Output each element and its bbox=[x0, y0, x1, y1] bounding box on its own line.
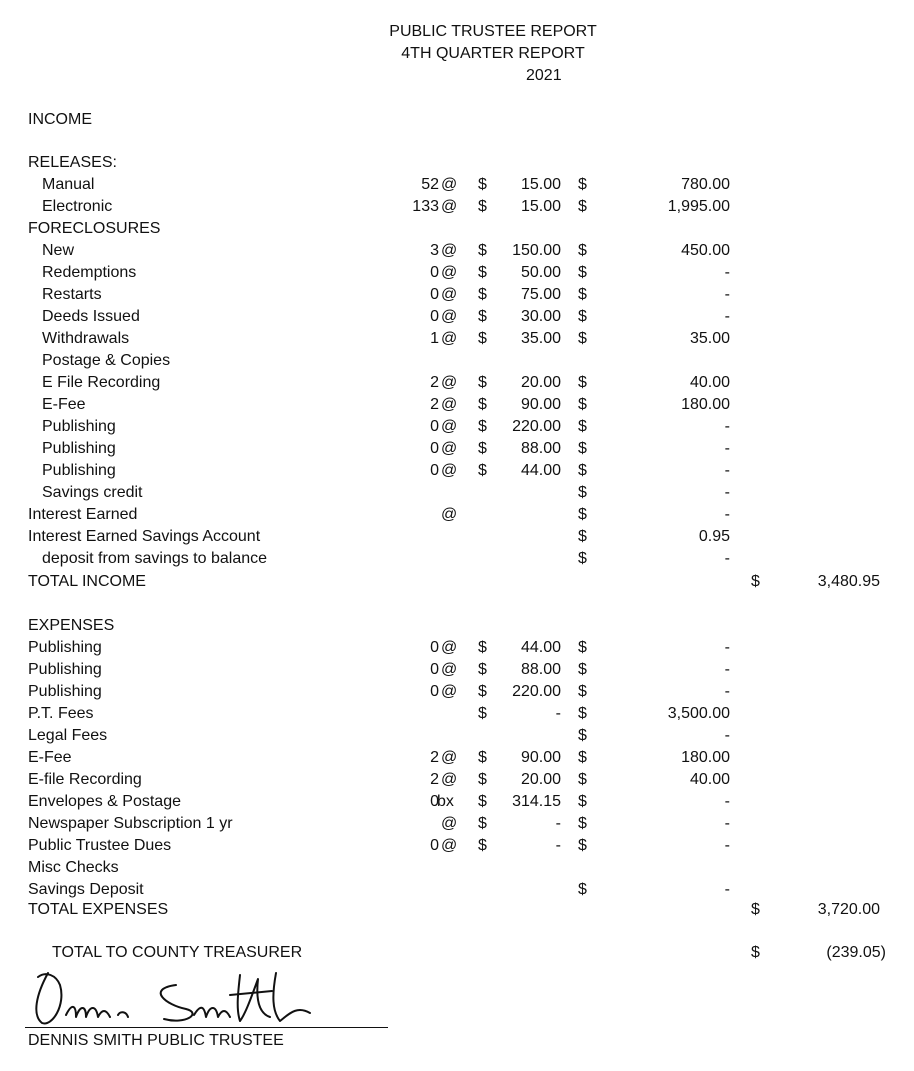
rate-currency: $ bbox=[478, 639, 487, 656]
amount-currency: $ bbox=[578, 418, 587, 435]
amount-currency: $ bbox=[578, 705, 587, 722]
income-row bbox=[0, 307, 914, 327]
rate-currency: $ bbox=[478, 374, 487, 391]
amount: - bbox=[724, 462, 730, 479]
amount-currency: $ bbox=[578, 683, 587, 700]
expense-row bbox=[0, 748, 914, 768]
amount: - bbox=[724, 550, 730, 567]
at-sign: @ bbox=[441, 418, 458, 435]
signer-title: DENNIS SMITH PUBLIC TRUSTEE bbox=[28, 1032, 284, 1049]
amount-currency: $ bbox=[578, 396, 587, 413]
rate: - bbox=[555, 837, 561, 854]
expense-row bbox=[0, 704, 914, 724]
amount: - bbox=[724, 793, 730, 810]
amount: - bbox=[724, 815, 730, 832]
row-label: Publishing bbox=[28, 639, 102, 656]
at-sign: @ bbox=[441, 683, 458, 700]
quantity: 0 bbox=[430, 418, 439, 435]
report-year: 2021 bbox=[526, 67, 562, 84]
quantity: 0 bbox=[430, 264, 439, 281]
rate-currency: $ bbox=[478, 837, 487, 854]
amount: - bbox=[724, 506, 730, 523]
income-row bbox=[0, 483, 914, 503]
amount-currency: $ bbox=[578, 462, 587, 479]
at-sign: @ bbox=[441, 286, 458, 303]
amount: - bbox=[724, 418, 730, 435]
total-expenses-value: 3,720.00 bbox=[817, 901, 880, 918]
amount: 180.00 bbox=[681, 396, 730, 413]
row-label: Manual bbox=[42, 176, 95, 193]
rate: 44.00 bbox=[520, 462, 561, 479]
row-label: Misc Checks bbox=[28, 859, 119, 876]
amount-currency: $ bbox=[578, 440, 587, 457]
row-label: E-Fee bbox=[28, 749, 72, 766]
amount-currency: $ bbox=[578, 528, 587, 545]
amount-currency: $ bbox=[578, 639, 587, 656]
quantity: 0 bbox=[430, 639, 439, 656]
income-row bbox=[0, 351, 914, 371]
income-row bbox=[0, 461, 914, 481]
quantity: 2 bbox=[430, 771, 439, 788]
total-income-currency: $ bbox=[751, 573, 760, 590]
amount: 3,500.00 bbox=[667, 705, 730, 722]
row-label: Deeds Issued bbox=[42, 308, 140, 325]
amount: 1,995.00 bbox=[667, 198, 730, 215]
rate: 20.00 bbox=[520, 771, 561, 788]
row-label: Legal Fees bbox=[28, 727, 108, 744]
expense-row bbox=[0, 792, 914, 812]
rate-currency: $ bbox=[478, 771, 487, 788]
at-sign: @ bbox=[441, 330, 458, 347]
amount-currency: $ bbox=[578, 661, 587, 678]
amount-currency: $ bbox=[578, 176, 587, 193]
at-sign: @ bbox=[441, 749, 458, 766]
at-sign: @ bbox=[441, 771, 458, 788]
rate-currency: $ bbox=[478, 661, 487, 678]
amount-currency: $ bbox=[578, 749, 587, 766]
quantity: 2 bbox=[430, 749, 439, 766]
at-sign: @ bbox=[441, 661, 458, 678]
row-label: Newspaper Subscription 1 yr bbox=[28, 815, 233, 832]
amount-currency: $ bbox=[578, 330, 587, 347]
income-row bbox=[0, 153, 914, 173]
row-label: Withdrawals bbox=[42, 330, 130, 347]
amount-currency: $ bbox=[578, 286, 587, 303]
at-sign: @ bbox=[441, 198, 458, 215]
rate-currency: $ bbox=[478, 242, 487, 259]
quantity: 2 bbox=[430, 374, 439, 391]
income-heading: INCOME bbox=[28, 111, 92, 128]
amount: - bbox=[724, 484, 730, 501]
row-label: Electronic bbox=[42, 198, 113, 215]
amount: - bbox=[724, 440, 730, 457]
rate-currency: $ bbox=[478, 749, 487, 766]
amount: 40.00 bbox=[689, 374, 730, 391]
amount-currency: $ bbox=[578, 198, 587, 215]
at-sign: @ bbox=[441, 242, 458, 259]
at-sign: @ bbox=[441, 264, 458, 281]
income-row bbox=[0, 417, 914, 437]
report-subtitle: 4TH QUARTER REPORT bbox=[401, 45, 585, 62]
rate: 220.00 bbox=[512, 683, 561, 700]
row-label: deposit from savings to balance bbox=[42, 550, 268, 567]
expense-row bbox=[0, 880, 914, 900]
quantity: 0 bbox=[430, 683, 439, 700]
quantity: 133 bbox=[412, 198, 439, 215]
row-label: E-Fee bbox=[42, 396, 86, 413]
quantity: 0 bbox=[430, 661, 439, 678]
rate-currency: $ bbox=[478, 198, 487, 215]
total-expenses-currency: $ bbox=[751, 901, 760, 918]
row-label: Savings Deposit bbox=[28, 881, 144, 898]
amount-currency: $ bbox=[578, 242, 587, 259]
row-label: E File Recording bbox=[42, 374, 161, 391]
amount-currency: $ bbox=[578, 793, 587, 810]
amount: 180.00 bbox=[681, 749, 730, 766]
expense-row bbox=[0, 726, 914, 746]
amount: 35.00 bbox=[689, 330, 730, 347]
rate: - bbox=[555, 815, 561, 832]
expense-row bbox=[0, 770, 914, 790]
treasurer-total-value: (239.05) bbox=[826, 944, 886, 961]
income-row bbox=[0, 263, 914, 283]
income-row bbox=[0, 395, 914, 415]
rate: 15.00 bbox=[520, 198, 561, 215]
income-row bbox=[0, 219, 914, 239]
row-label: P.T. Fees bbox=[28, 705, 94, 722]
at-sign: @ bbox=[441, 396, 458, 413]
rate: 75.00 bbox=[520, 286, 561, 303]
income-row bbox=[0, 285, 914, 305]
amount: 450.00 bbox=[681, 242, 730, 259]
quantity: 0 bbox=[430, 462, 439, 479]
amount-currency: $ bbox=[578, 550, 587, 567]
quantity: 3 bbox=[430, 242, 439, 259]
total-income-label: TOTAL INCOME bbox=[28, 573, 146, 590]
rate: 88.00 bbox=[520, 440, 561, 457]
rate: 150.00 bbox=[512, 242, 561, 259]
amount-currency: $ bbox=[578, 837, 587, 854]
rate: 90.00 bbox=[520, 396, 561, 413]
handwritten-signature bbox=[26, 965, 326, 1031]
rate: 90.00 bbox=[520, 749, 561, 766]
at-sign: @ bbox=[441, 440, 458, 457]
rate-currency: $ bbox=[478, 330, 487, 347]
row-label: Restarts bbox=[42, 286, 102, 303]
expense-row bbox=[0, 814, 914, 834]
expense-row bbox=[0, 682, 914, 702]
at-sign: @ bbox=[441, 308, 458, 325]
amount: 40.00 bbox=[689, 771, 730, 788]
income-row bbox=[0, 197, 914, 217]
income-row bbox=[0, 175, 914, 195]
rate: 35.00 bbox=[520, 330, 561, 347]
row-label: FORECLOSURES bbox=[28, 220, 161, 237]
rate: 44.00 bbox=[520, 639, 561, 656]
row-label: Postage & Copies bbox=[42, 352, 171, 369]
row-label: Publishing bbox=[28, 683, 102, 700]
income-row bbox=[0, 505, 914, 525]
treasurer-total-label: TOTAL TO COUNTY TREASURER bbox=[52, 944, 303, 961]
row-label: Interest Earned Savings Account bbox=[28, 528, 261, 545]
amount: - bbox=[724, 727, 730, 744]
amount-currency: $ bbox=[578, 881, 587, 898]
income-row bbox=[0, 241, 914, 261]
amount: - bbox=[724, 881, 730, 898]
row-label: Public Trustee Dues bbox=[28, 837, 172, 854]
income-row bbox=[0, 439, 914, 459]
row-label: New bbox=[42, 242, 75, 259]
row-label: E-file Recording bbox=[28, 771, 142, 788]
rate: 220.00 bbox=[512, 418, 561, 435]
at-sign: bx bbox=[437, 793, 454, 810]
amount-currency: $ bbox=[578, 308, 587, 325]
amount: - bbox=[724, 661, 730, 678]
signature-line bbox=[25, 1027, 388, 1028]
expenses-heading: EXPENSES bbox=[28, 617, 115, 634]
rate-currency: $ bbox=[478, 462, 487, 479]
rate-currency: $ bbox=[478, 176, 487, 193]
rate: 30.00 bbox=[520, 308, 561, 325]
rate-currency: $ bbox=[478, 286, 487, 303]
amount: - bbox=[724, 264, 730, 281]
at-sign: @ bbox=[441, 506, 458, 523]
total-expenses-label: TOTAL EXPENSES bbox=[28, 901, 169, 918]
report-title: PUBLIC TRUSTEE REPORT bbox=[389, 23, 597, 40]
amount-currency: $ bbox=[578, 727, 587, 744]
amount: - bbox=[724, 837, 730, 854]
quantity: 52 bbox=[421, 176, 439, 193]
at-sign: @ bbox=[441, 815, 458, 832]
rate-currency: $ bbox=[478, 440, 487, 457]
rate-currency: $ bbox=[478, 683, 487, 700]
amount-currency: $ bbox=[578, 506, 587, 523]
row-label: RELEASES: bbox=[28, 154, 117, 171]
amount: - bbox=[724, 308, 730, 325]
rate: 20.00 bbox=[520, 374, 561, 391]
expense-row bbox=[0, 858, 914, 878]
row-label: Interest Earned bbox=[28, 506, 138, 523]
quantity: 0 bbox=[430, 793, 439, 810]
at-sign: @ bbox=[441, 462, 458, 479]
amount: - bbox=[724, 639, 730, 656]
rate: 314.15 bbox=[512, 793, 561, 810]
row-label: Publishing bbox=[28, 661, 102, 678]
quantity: 0 bbox=[430, 440, 439, 457]
amount: - bbox=[724, 683, 730, 700]
amount-currency: $ bbox=[578, 374, 587, 391]
row-label: Publishing bbox=[42, 462, 116, 479]
income-row bbox=[0, 373, 914, 393]
at-sign: @ bbox=[441, 639, 458, 656]
row-label: Publishing bbox=[42, 418, 116, 435]
rate-currency: $ bbox=[478, 396, 487, 413]
income-row bbox=[0, 549, 914, 569]
income-row bbox=[0, 527, 914, 547]
income-row bbox=[0, 329, 914, 349]
row-label: Envelopes & Postage bbox=[28, 793, 181, 810]
row-label: Publishing bbox=[42, 440, 116, 457]
at-sign: @ bbox=[441, 837, 458, 854]
rate-currency: $ bbox=[478, 308, 487, 325]
amount: 0.95 bbox=[698, 528, 730, 545]
rate: - bbox=[555, 705, 561, 722]
total-expenses-row bbox=[0, 900, 914, 920]
expense-row bbox=[0, 638, 914, 658]
rate-currency: $ bbox=[478, 793, 487, 810]
row-label: Redemptions bbox=[42, 264, 137, 281]
amount-currency: $ bbox=[578, 264, 587, 281]
quantity: 0 bbox=[430, 308, 439, 325]
treasurer-total-row bbox=[0, 943, 914, 963]
rate: 50.00 bbox=[520, 264, 561, 281]
rate-currency: $ bbox=[478, 418, 487, 435]
rate-currency: $ bbox=[478, 815, 487, 832]
expense-row bbox=[0, 660, 914, 680]
rate: 15.00 bbox=[520, 176, 561, 193]
rate: 88.00 bbox=[520, 661, 561, 678]
quantity: 0 bbox=[430, 286, 439, 303]
treasurer-total-currency: $ bbox=[751, 944, 760, 961]
amount-currency: $ bbox=[578, 484, 587, 501]
quantity: 2 bbox=[430, 396, 439, 413]
row-label: Savings credit bbox=[42, 484, 143, 501]
at-sign: @ bbox=[441, 374, 458, 391]
amount: 780.00 bbox=[681, 176, 730, 193]
total-income-value: 3,480.95 bbox=[817, 573, 880, 590]
rate-currency: $ bbox=[478, 264, 487, 281]
rate-currency: $ bbox=[478, 705, 487, 722]
amount-currency: $ bbox=[578, 815, 587, 832]
amount-currency: $ bbox=[578, 771, 587, 788]
at-sign: @ bbox=[441, 176, 458, 193]
quantity: 0 bbox=[430, 837, 439, 854]
total-income-row bbox=[0, 572, 914, 592]
expense-row bbox=[0, 836, 914, 856]
quantity: 1 bbox=[430, 330, 439, 347]
amount: - bbox=[724, 286, 730, 303]
